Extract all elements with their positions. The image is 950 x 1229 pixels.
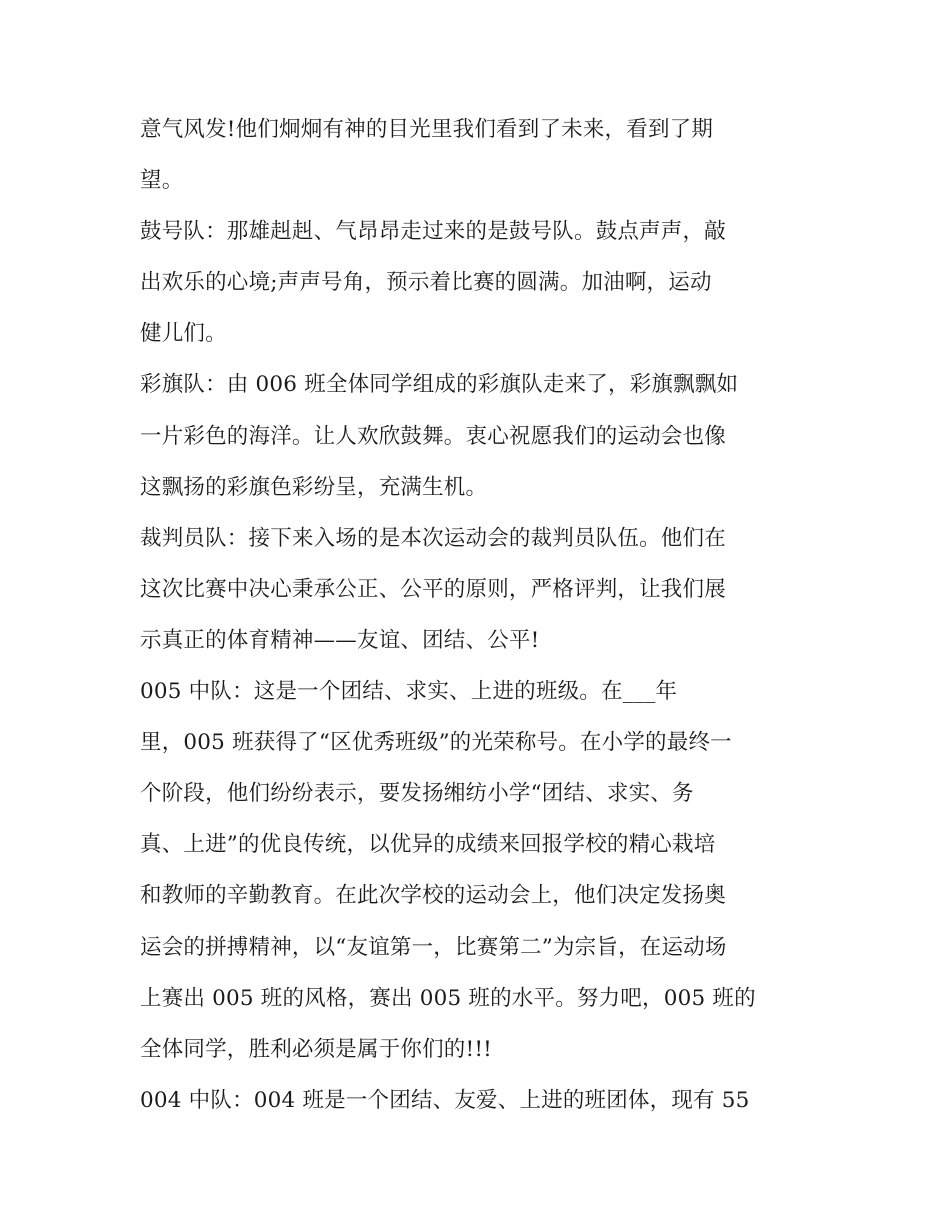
text-line: 鼓号队：那雄赳赳、气昂昂走过来的是鼓号队。鼓点声声，敲 xyxy=(140,219,726,245)
text-line: 示真正的体育精神——友谊、团结、公平! xyxy=(140,627,540,653)
text-line: 004 中队：004 班是一个团结、友爱、上进的班团体，现有 55 xyxy=(140,1087,750,1113)
text-line: 健儿们。 xyxy=(140,321,227,347)
text-line: 意气风发!他们炯炯有神的目光里我们看到了未来，看到了期 xyxy=(140,117,714,142)
text-line: 彩旗队：由 006 班全体同学组成的彩旗队走来了，彩旗飘飘如 xyxy=(140,372,739,398)
document-body xyxy=(140,104,820,1126)
text-line: 和教师的辛勤教育。在此次学校的运动会上，他们决定发扬奥 xyxy=(140,883,726,909)
text-line: 望。 xyxy=(140,168,184,194)
text-line: 上赛出 005 班的风格，赛出 005 班的水平。努力吧，005 班的 xyxy=(140,985,756,1011)
text-line: 这次比赛中决心秉承公正、公平的原则，严格评判，让我们展 xyxy=(140,576,726,602)
text-line: 出欢乐的心境;声声号角，预示着比赛的圆满。加油啊，运动 xyxy=(140,270,712,296)
text-line: 005 中队：这是一个团结、求实、上进的班级。在___年 xyxy=(140,679,678,705)
text-line: 里，005 班获得了“区优秀班级”的光荣称号。在小学的最终一 xyxy=(140,730,732,756)
text-line: 一片彩色的海洋。让人欢欣鼓舞。衷心祝愿我们的运动会也像 xyxy=(140,423,726,449)
text-line: 这飘扬的彩旗色彩纷呈，充满生机。 xyxy=(140,474,488,500)
text-line: 裁判员队：接下来入场的是本次运动会的裁判员队伍。他们在 xyxy=(140,525,726,551)
text-line: 真、上进”的优良传统，以优异的成绩来回报学校的精心栽培 xyxy=(140,832,716,858)
text-line: 个阶段，他们纷纷表示，要发扬缃纺小学“团结、求实、务 xyxy=(140,781,694,807)
text-line: 运会的拼搏精神，以“友谊第一，比赛第二”为宗旨，在运动场 xyxy=(140,934,727,960)
text-line: 全体同学，胜利必须是属于你们的!!! xyxy=(140,1036,493,1062)
